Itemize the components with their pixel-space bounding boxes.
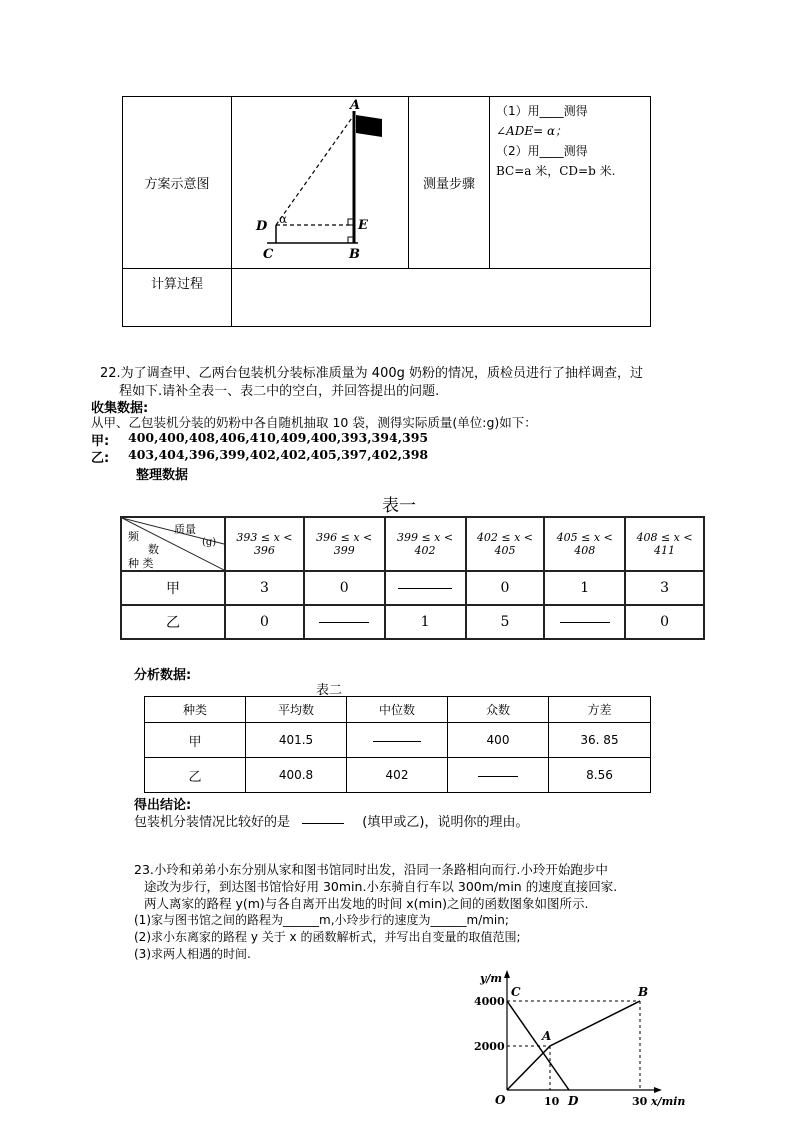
organize-heading: 整理数据 <box>136 468 189 483</box>
plan-row1-label-cell <box>123 97 232 269</box>
table1-cell: 1 <box>385 605 466 639</box>
plan-row2-label: 计算过程 <box>150 277 203 292</box>
corner-freq: 频 <box>128 530 139 543</box>
table1-cell: 3 <box>625 571 704 605</box>
table2-row-label: 乙 <box>145 758 246 793</box>
x-tick-30: 30 <box>632 1095 648 1108</box>
calculation-cell <box>232 269 651 327</box>
table2-cell: 36. 85 <box>549 723 651 758</box>
label-d: D <box>256 219 268 234</box>
table2-cell: 8.56 <box>549 758 651 793</box>
table1-cell: 0 <box>304 571 385 605</box>
table2-row-jia <box>145 723 651 758</box>
collect-heading: 收集数据: <box>91 401 149 416</box>
table2-cell: 400 <box>448 723 549 758</box>
answer-blank[interactable] <box>302 822 344 824</box>
table1-cell: 0 <box>466 571 545 605</box>
q23-line1: 23.小玲和弟弟小东分别从家和图书馆同时出发，沿同一条路相向而行.小玲开始跑步中 <box>134 862 608 877</box>
table1-cell: 5 <box>466 605 545 639</box>
table2-header: 方差 <box>549 697 651 723</box>
step-line-3: （2）用____测得 <box>496 144 588 158</box>
q23-q2: (2)求小东离家的路程 y 关于 x 的函数解析式，并写出自变量的取值范围; <box>134 930 521 944</box>
table1-row-yi <box>121 605 704 639</box>
jia-label: 甲: <box>91 434 110 449</box>
table1-row-jia <box>121 571 704 605</box>
table2-title: 表二 <box>316 683 343 698</box>
step-line-1: （1）用____测得 <box>496 104 588 118</box>
table2-header: 平均数 <box>246 697 347 723</box>
function-graph <box>472 968 694 1116</box>
q23-line3: 两人离家的路程 y(m)与各自离开出发地的时间 x(min)之间的函数图象如图所示. <box>144 896 589 911</box>
q22-line2: 程如下.请补全表一、表二中的空白，并回答提出的问题. <box>119 384 440 399</box>
point-b-label: B <box>638 985 649 999</box>
table-two <box>144 696 651 793</box>
plan-figure-cell <box>232 97 409 269</box>
table1-corner-diagonals <box>122 518 224 570</box>
table1-col-header: 408 ≤ x < 411 <box>625 517 704 571</box>
analyze-heading: 分析数据: <box>134 668 192 683</box>
collect-text: 从甲、乙包装机分装的奶粉中各自随机抽取 10 袋，测得实际质量(单位:g)如下： <box>91 415 537 430</box>
table1-title: 表一 <box>382 496 416 516</box>
y-tick-4000: 4000 <box>474 995 505 1008</box>
table1-cell: 1 <box>544 571 625 605</box>
answer-blank[interactable] <box>373 740 421 742</box>
x-tick-10: 10 <box>544 1095 560 1108</box>
q23-q3: (3)求两人相遇的时间. <box>134 947 251 961</box>
label-b: B <box>349 247 360 262</box>
table2-cell: 400.8 <box>246 758 347 793</box>
table2-blank-cell[interactable] <box>347 723 448 758</box>
step-line-2: ∠ADE= α； <box>496 124 568 138</box>
conclusion-line <box>134 811 528 830</box>
table1-col-header: 405 ≤ x < 408 <box>544 517 625 571</box>
plan-table <box>122 96 651 327</box>
corner-quality: 质量 <box>174 523 196 536</box>
table1-col-header: 396 ≤ x < 399 <box>304 517 385 571</box>
q23-q1: (1)家与图书馆之间的路程为______m,小玲步行的速度为______m/min; <box>134 913 509 927</box>
table2-row-yi <box>145 758 651 793</box>
table1-cell: 0 <box>225 605 304 639</box>
table1-corner-cell <box>121 517 225 571</box>
conclusion-post: (填甲或乙)，说明你的理由。 <box>362 815 529 830</box>
table2-cell: 401.5 <box>246 723 347 758</box>
y-axis-label: y/m <box>480 972 503 985</box>
answer-blank[interactable] <box>478 775 518 777</box>
table-one <box>120 516 705 640</box>
table1-row-label: 乙 <box>121 605 225 639</box>
table1-row-label: 甲 <box>121 571 225 605</box>
corner-count: 数 <box>148 543 159 556</box>
corner-unit: (g) <box>202 537 217 548</box>
table1-col-header: 393 ≤ x < 396 <box>225 517 304 571</box>
point-a-label: A <box>542 1029 552 1043</box>
table2-cell: 402 <box>347 758 448 793</box>
corner-kind: 种 类 <box>128 557 154 570</box>
origin-label: O <box>495 1093 506 1107</box>
point-c-label: C <box>511 985 521 999</box>
table1-blank-cell[interactable] <box>544 605 625 639</box>
table1-blank-cell[interactable] <box>304 605 385 639</box>
plan-row1-label: 方案示意图 <box>144 177 210 192</box>
x-axis-label: x/min <box>651 1095 686 1108</box>
jia-values: 400,400,408,406,410,409,400,393,394,395 <box>128 430 429 445</box>
table2-header: 中位数 <box>347 697 448 723</box>
answer-blank[interactable] <box>398 587 452 589</box>
table1-col-header: 402 ≤ x < 405 <box>466 517 545 571</box>
step-line-4: BC=a 米，CD=b 米. <box>496 164 616 178</box>
table2-header: 众数 <box>448 697 549 723</box>
flagpole-diagram <box>232 97 408 268</box>
steps-label: 测量步骤 <box>422 177 475 192</box>
label-e: E <box>358 218 368 233</box>
plan-row2-label-cell <box>123 269 232 327</box>
point-d-label: D <box>568 1094 579 1108</box>
answer-blank[interactable] <box>319 621 369 623</box>
table1-col-header: 399 ≤ x < 402 <box>385 517 466 571</box>
table2-header: 种类 <box>145 697 246 723</box>
y-tick-2000: 2000 <box>474 1040 505 1053</box>
table2-row-label: 甲 <box>145 723 246 758</box>
plan-steps-cell <box>490 97 651 269</box>
table1-cell: 3 <box>225 571 304 605</box>
table2-blank-cell[interactable] <box>448 758 549 793</box>
xiaodong-line <box>507 1001 569 1090</box>
conclusion-heading: 得出结论: <box>134 798 192 813</box>
conclusion-pre: 包装机分装情况比较好的是 <box>134 815 291 830</box>
label-alpha: α <box>279 212 288 226</box>
answer-blank[interactable] <box>560 621 610 623</box>
yi-label: 乙: <box>91 451 110 466</box>
label-a: A <box>350 98 361 113</box>
q23-line2: 途改为步行，到达图书馆恰好用 30min.小东骑自行车以 300m/min 的速度直接回家. <box>144 879 618 894</box>
table1-cell: 0 <box>625 605 704 639</box>
table1-blank-cell[interactable] <box>385 571 466 605</box>
yi-values: 403,404,396,399,402,402,405,397,402,398 <box>128 447 429 462</box>
q22-line1: 22.为了调查甲、乙两台包装机分装标准质量为 400g 奶粉的情况，质检员进行了抽样调查，过 <box>100 366 644 381</box>
label-c: C <box>263 247 274 262</box>
plan-steps-label-cell <box>409 97 490 269</box>
